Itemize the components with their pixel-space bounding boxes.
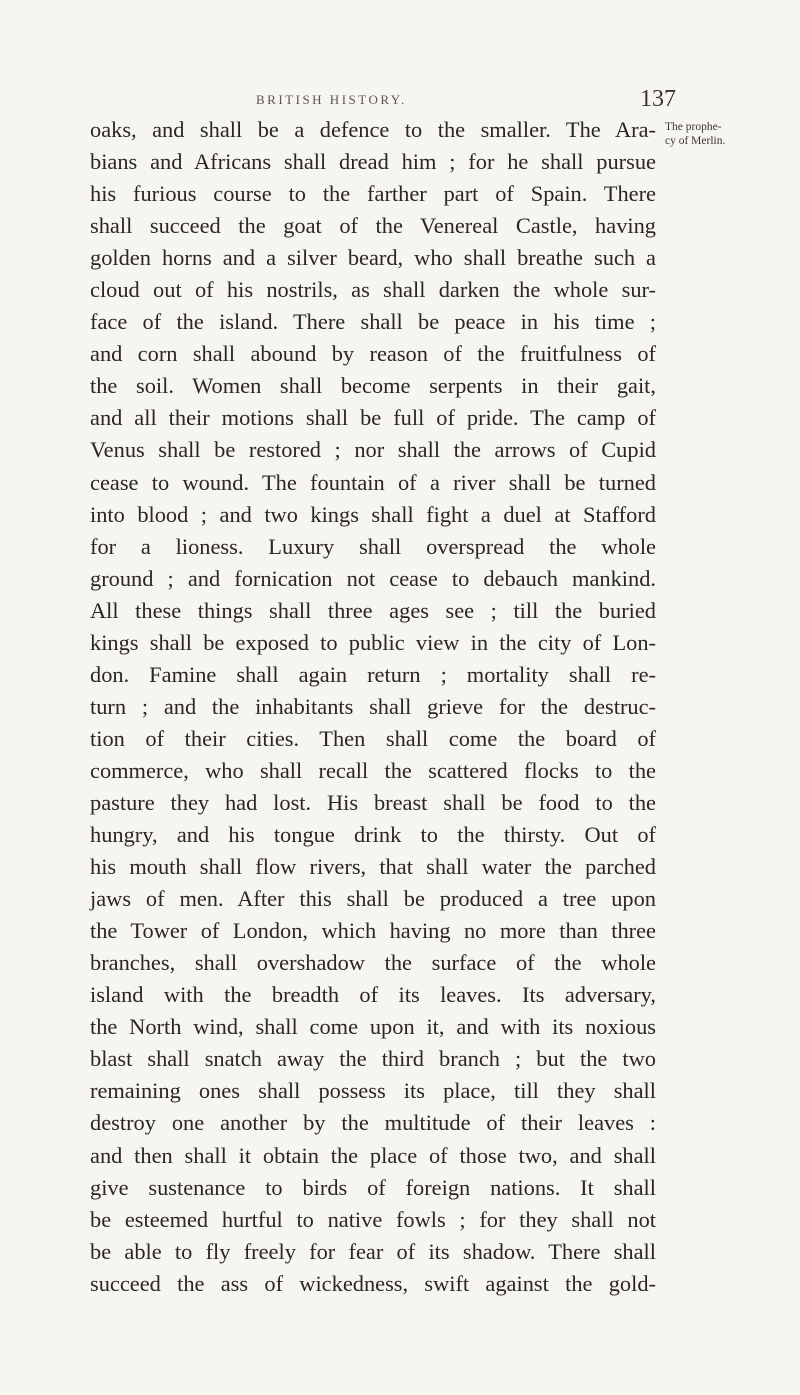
text-line: shall succeed the goat of the Venereal Castle, having	[90, 213, 656, 239]
text-line: blast shall snatch away the third branch ; but the two	[90, 1046, 656, 1072]
text-line: and all their motions shall be full of pride. The camp of	[90, 405, 656, 431]
text-line: cloud out of his nostrils, as shall darken the whole sur-	[90, 277, 656, 303]
text-line: pasture they had lost. His breast shall be food to the	[90, 789, 656, 815]
text-line: for a lioness. Luxury shall overspread the whole	[90, 533, 656, 559]
text-line: Venus shall be restored ; nor shall the arrows of Cupid	[90, 437, 656, 463]
text-line: oaks, and shall be a defence to the smaller. The Ara-	[90, 117, 656, 142]
text-line: jaws of men. After this shall be produced a tree upon	[90, 886, 656, 912]
text-line: face of the island. There shall be peace in his time ;	[90, 309, 656, 335]
text-line: hungry, and his tongue drink to the thirsty. Out of	[90, 822, 656, 848]
text-line: into blood ; and two kings shall fight a duel at Stafford	[90, 501, 656, 527]
text-line: don. Famine shall again return ; mortality shall re-	[90, 661, 656, 687]
text-line: island with the breadth of its leaves. Its adversary,	[90, 982, 656, 1008]
text-line: give sustenance to birds of foreign nations. It shall	[90, 1174, 656, 1200]
text-line: bians and Africans shall dread him ; for he shall pursue	[90, 149, 656, 175]
text-line: his furious course to the farther part of Spain. There	[90, 181, 656, 207]
text-line: golden horns and a silver beard, who shall breathe such a	[90, 245, 656, 271]
text-line: the North wind, shall come upon it, and with its noxious	[90, 1014, 656, 1040]
running-head: BRITISH HISTORY.	[256, 92, 407, 107]
text-line: succeed the ass of wickedness, swift against the gold-	[90, 1270, 656, 1296]
margin-note	[665, 120, 745, 148]
text-line: be esteemed hurtful to native fowls ; for they shall not	[90, 1206, 656, 1232]
text-line: and then shall it obtain the place of those two, and shall	[90, 1142, 656, 1168]
text-line: commerce, who shall recall the scattered flocks to the	[90, 757, 656, 783]
text-line: turn ; and the inhabitants shall grieve for the destruc-	[90, 693, 656, 719]
text-line: branches, shall overshadow the surface of the whole	[90, 950, 656, 976]
text-line: the soil. Women shall become serpents in their gait,	[90, 373, 656, 399]
text-line: and corn shall abound by reason of the fruitfulness of	[90, 341, 656, 367]
body-text	[90, 114, 656, 1300]
page-number: 137	[640, 86, 676, 112]
text-line: destroy one another by the multitude of their leaves :	[90, 1110, 656, 1136]
text-line: cease to wound. The fountain of a river shall be turned	[90, 469, 656, 495]
text-line: the Tower of London, which having no more than three	[90, 918, 656, 944]
text-line: be able to fly freely for fear of its shadow. There shall	[90, 1238, 656, 1264]
margin-note-line: The prophe-	[665, 121, 722, 133]
text-line: remaining ones shall possess its place, till they shall	[90, 1078, 656, 1104]
margin-note-line: cy of Merlin.	[665, 135, 726, 147]
text-line: All these things shall three ages see ; till the buried	[90, 597, 656, 623]
text-line: tion of their cities. Then shall come the board of	[90, 725, 656, 751]
text-line: ground ; and fornication not cease to debauch mankind.	[90, 565, 656, 591]
text-line: kings shall be exposed to public view in the city of Lon-	[90, 629, 656, 655]
text-line: his mouth shall flow rivers, that shall water the parched	[90, 854, 656, 880]
